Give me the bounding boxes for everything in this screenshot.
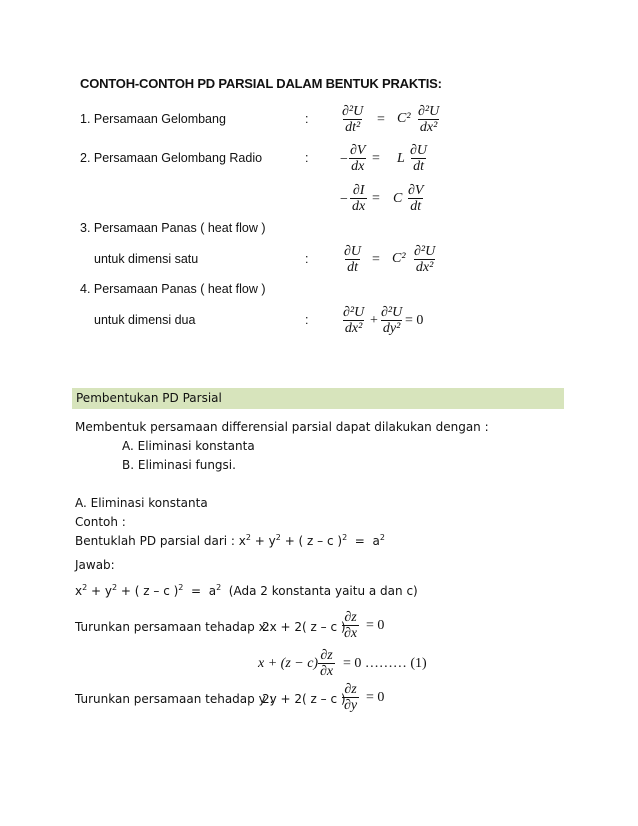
denominator: dx² bbox=[415, 260, 434, 275]
eq1-fraction bbox=[318, 648, 335, 679]
coefficient: C² bbox=[397, 111, 411, 126]
fraction bbox=[412, 244, 437, 275]
numerator: ∂z bbox=[344, 682, 357, 697]
fraction bbox=[340, 104, 365, 135]
denominator: ∂x bbox=[320, 664, 334, 679]
numerator: ∂²U bbox=[414, 244, 436, 259]
numerator: ∂V bbox=[408, 183, 424, 198]
example-2-colon: : bbox=[305, 151, 309, 165]
denominator: ∂y bbox=[344, 698, 358, 713]
numerator: ∂V bbox=[350, 143, 366, 158]
denominator: dt bbox=[413, 159, 424, 174]
denominator: dy² bbox=[382, 321, 401, 336]
numerator: ∂²U bbox=[418, 104, 440, 119]
numerator: ∂²U bbox=[342, 104, 364, 119]
fraction bbox=[341, 305, 366, 336]
denominator: ∂x bbox=[344, 626, 358, 641]
minus-sign: − bbox=[340, 192, 348, 207]
denominator: dx bbox=[352, 199, 366, 214]
numerator: ∂U bbox=[410, 143, 428, 158]
denominator: dt bbox=[347, 260, 358, 275]
subsection-title: A. Eliminasi konstanta bbox=[75, 496, 208, 510]
example-1-colon: : bbox=[305, 112, 309, 126]
fraction bbox=[350, 183, 367, 214]
fraction bbox=[408, 143, 429, 174]
eq1-tail: = 0 ……… (1) bbox=[343, 656, 427, 671]
coefficient: L bbox=[397, 151, 405, 166]
step-x-label: Turunkan persamaan tehadap x: bbox=[75, 620, 270, 634]
method-a: A. Eliminasi konstanta bbox=[122, 439, 255, 453]
equals-zero: = 0 bbox=[405, 313, 424, 328]
numerator: ∂²U bbox=[343, 305, 365, 320]
minus-sign: − bbox=[340, 152, 348, 167]
problem-statement bbox=[75, 534, 385, 548]
problem-equation: $x^2 + y^2$ + ( z – c )$^2 = a^2$ bbox=[238, 533, 385, 548]
step-y-label: Turunkan persamaan tehadap y : bbox=[75, 692, 274, 706]
equals-sign: = bbox=[372, 151, 380, 166]
equals-sign: = bbox=[372, 191, 380, 206]
partial-z-y-fraction bbox=[342, 682, 359, 713]
coefficient: C² bbox=[392, 251, 406, 266]
example-3-sub-label: untuk dimensi satu bbox=[94, 252, 199, 266]
denominator: dt² bbox=[345, 120, 361, 135]
denominator: dx bbox=[351, 159, 365, 174]
step-y-expression: 2y + 2( z – c ) bbox=[262, 692, 346, 706]
coefficient: C bbox=[393, 191, 403, 206]
example-1-label: 1. Persamaan Gelombang bbox=[80, 112, 226, 126]
fraction bbox=[406, 183, 425, 214]
fraction bbox=[416, 104, 441, 135]
section-title: Pembentukan PD Parsial bbox=[76, 391, 222, 405]
equals-sign: = bbox=[372, 252, 380, 267]
eq1-lhs: x + (z − c) bbox=[258, 656, 319, 671]
example-3-colon: : bbox=[305, 252, 309, 266]
page-heading: CONTOH-CONTOH PD PARSIAL DALAM BENTUK PRAKTIS: bbox=[80, 76, 442, 91]
section-intro: Membentuk persamaan differensial parsial dapat dilakukan dengan : bbox=[75, 420, 489, 434]
contoh-label: Contoh : bbox=[75, 515, 126, 529]
denominator: dx² bbox=[419, 120, 438, 135]
plus-sign: + bbox=[370, 313, 378, 328]
example-2-label: 2. Persamaan Gelombang Radio bbox=[80, 151, 263, 165]
problem-prefix: Bentuklah PD parsial dari : bbox=[75, 534, 239, 548]
example-4-label: 4. Persamaan Panas ( heat flow ) bbox=[80, 282, 266, 296]
numerator: ∂z bbox=[320, 648, 333, 663]
fraction bbox=[348, 143, 367, 174]
method-b: B. Eliminasi fungsi. bbox=[122, 458, 236, 472]
step-x-equals-zero: = 0 bbox=[366, 618, 385, 633]
equals-sign: = bbox=[377, 112, 385, 127]
partial-z-x-fraction bbox=[342, 610, 359, 641]
fraction bbox=[379, 305, 404, 336]
fraction bbox=[342, 244, 363, 275]
denominator: dx² bbox=[344, 321, 363, 336]
numerator: ∂I bbox=[352, 183, 365, 198]
denominator: dt bbox=[410, 199, 422, 214]
step-y-equals-zero: = 0 bbox=[366, 690, 385, 705]
answer-expression: $x^2 + y^2$ + ( z – c )$^2 = a^2$ bbox=[75, 583, 222, 598]
answer-note: (Ada 2 konstanta yaitu a dan c) bbox=[228, 584, 418, 598]
step-x-expression: 2x + 2( z – c ) bbox=[262, 620, 346, 634]
numerator: ∂z bbox=[344, 610, 357, 625]
numerator: ∂²U bbox=[381, 305, 403, 320]
example-3-label: 3. Persamaan Panas ( heat flow ) bbox=[80, 221, 266, 235]
answer-equation bbox=[75, 584, 418, 598]
example-4-sub-label: untuk dimensi dua bbox=[94, 313, 196, 327]
numerator: ∂U bbox=[344, 244, 362, 259]
jawab-label: Jawab: bbox=[75, 558, 115, 572]
example-4-colon: : bbox=[305, 313, 309, 327]
